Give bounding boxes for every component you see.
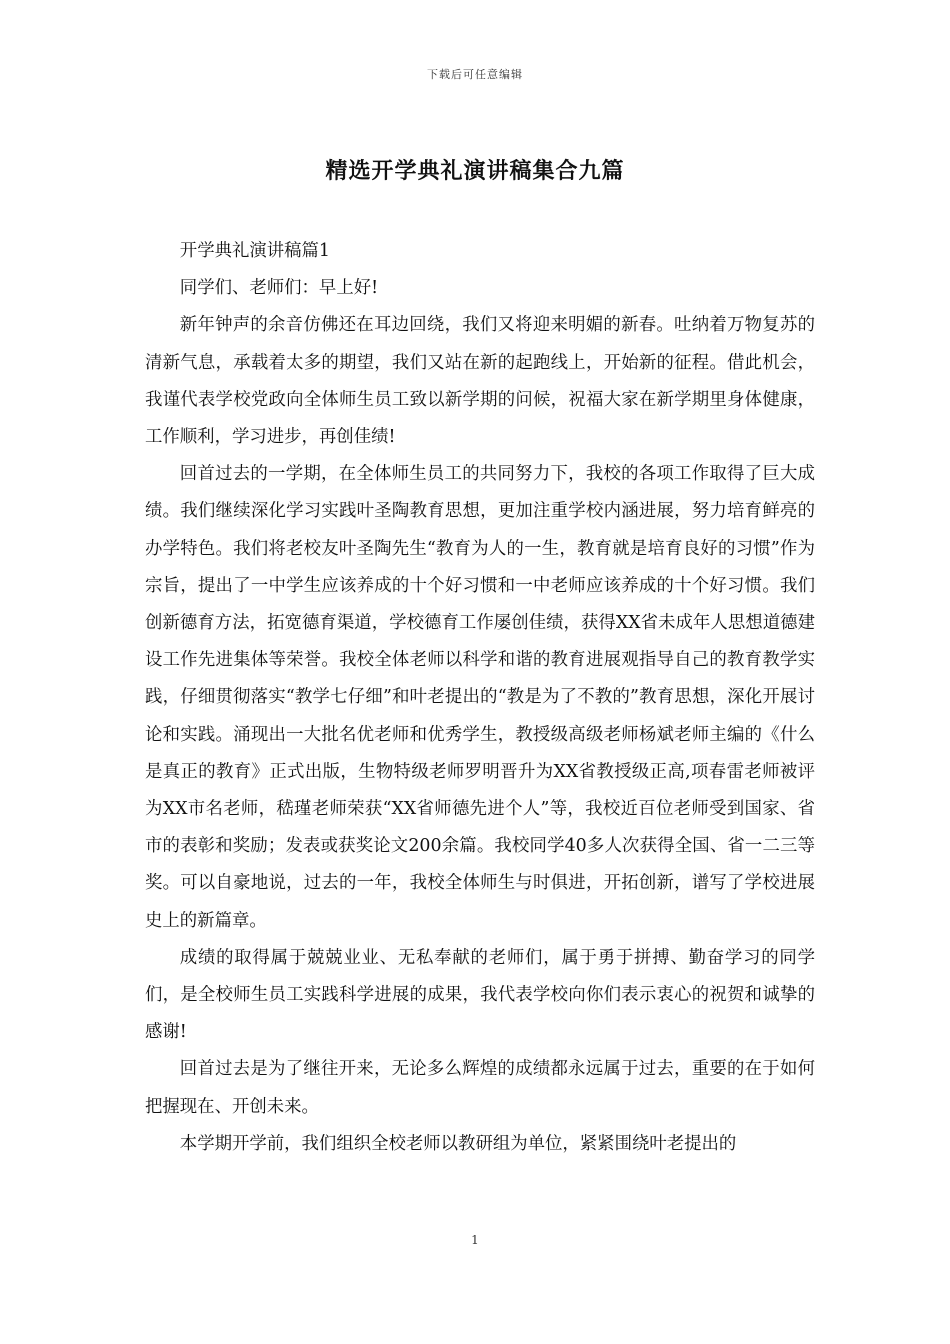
body-paragraph: 本学期开学前，我们组织全校老师以教研组为单位，紧紧围绕叶老提出的 bbox=[179, 1133, 737, 1154]
page-header-note: 下载后可任意编辑 bbox=[427, 68, 523, 81]
body-paragraph: 回首过去的一学期，在全体师生员工的共同努力下，我校的各项工作取得了巨大成绩。我们继续深化学习实践叶圣陶教育思想，更加注重学校内涵进展，努力培育鲜亮的办学特色。我们将老校友叶圣陶先生“教育为人的一生，教育就是培育良好的习惯”作为宗旨，提出了一中学生应该养成的十个好习惯和一中老师应该养成的十个好习惯。我们创新德育方法，拓宽德育渠道，学校德育工作屡创佳绩，获得XX省未成年人思想道德建设工作先进集体等荣誉。我校全体老师以科学和谐的教育进展观指导自己的教育教学实践，仔细贯彻落实“教学七仔细”和叶老提出的“教是为了不教的”教育思想，深化开展讨论和实践。涌现出一大批名优老师和优秀学生，教授级高级老师杨斌老师主编的《什么是真正的教育》正式出版，生物特级老师罗明晋升为XX省教授级正高,项春雷老师被评为XX市名老师，嵇瑾老师荣获“XX省师德先进个人”等，我校近百位老师受到国家、省市的表彰和奖励；发表或获奖论文200余篇。我校同学40多人次获得全国、省一二三等奖。可以自豪地说，过去的一年，我校全体师生与时俱进，开拓创新，谱写了学校进展史上的新篇章。 bbox=[145, 464, 815, 931]
salutation: 同学们、老师们：早上好! bbox=[179, 278, 379, 299]
document-body bbox=[145, 233, 815, 1163]
document-title: 精选开学典礼演讲稿集合九篇 bbox=[325, 158, 625, 184]
body-paragraph: 回首过去是为了继往开来，无论多么辉煌的成绩都永远属于过去，重要的在于如何把握现在、开创未来。 bbox=[145, 1059, 815, 1117]
body-paragraph: 成绩的取得属于兢兢业业、无私奉献的老师们，属于勇于拼搏、勤奋学习的同学们，是全校师生员工实践科学进展的成果，我代表学校向你们表示衷心的祝贺和诚挚的感谢! bbox=[145, 947, 815, 1043]
section-heading: 开学典礼演讲稿篇1 bbox=[179, 241, 330, 261]
body-paragraph: 新年钟声的余音仿佛还在耳边回绕，我们又将迎来明媚的新春。吐纳着万物复苏的清新气息，承载着太多的期望，我们又站在新的起跑线上，开始新的征程。借此机会，我谨代表学校党政向全体师生员工致以新学期的问候，祝福大家在新学期里身体健康，工作顺利，学习进步，再创佳绩! bbox=[145, 315, 815, 448]
page-number: 1 bbox=[471, 1233, 479, 1247]
